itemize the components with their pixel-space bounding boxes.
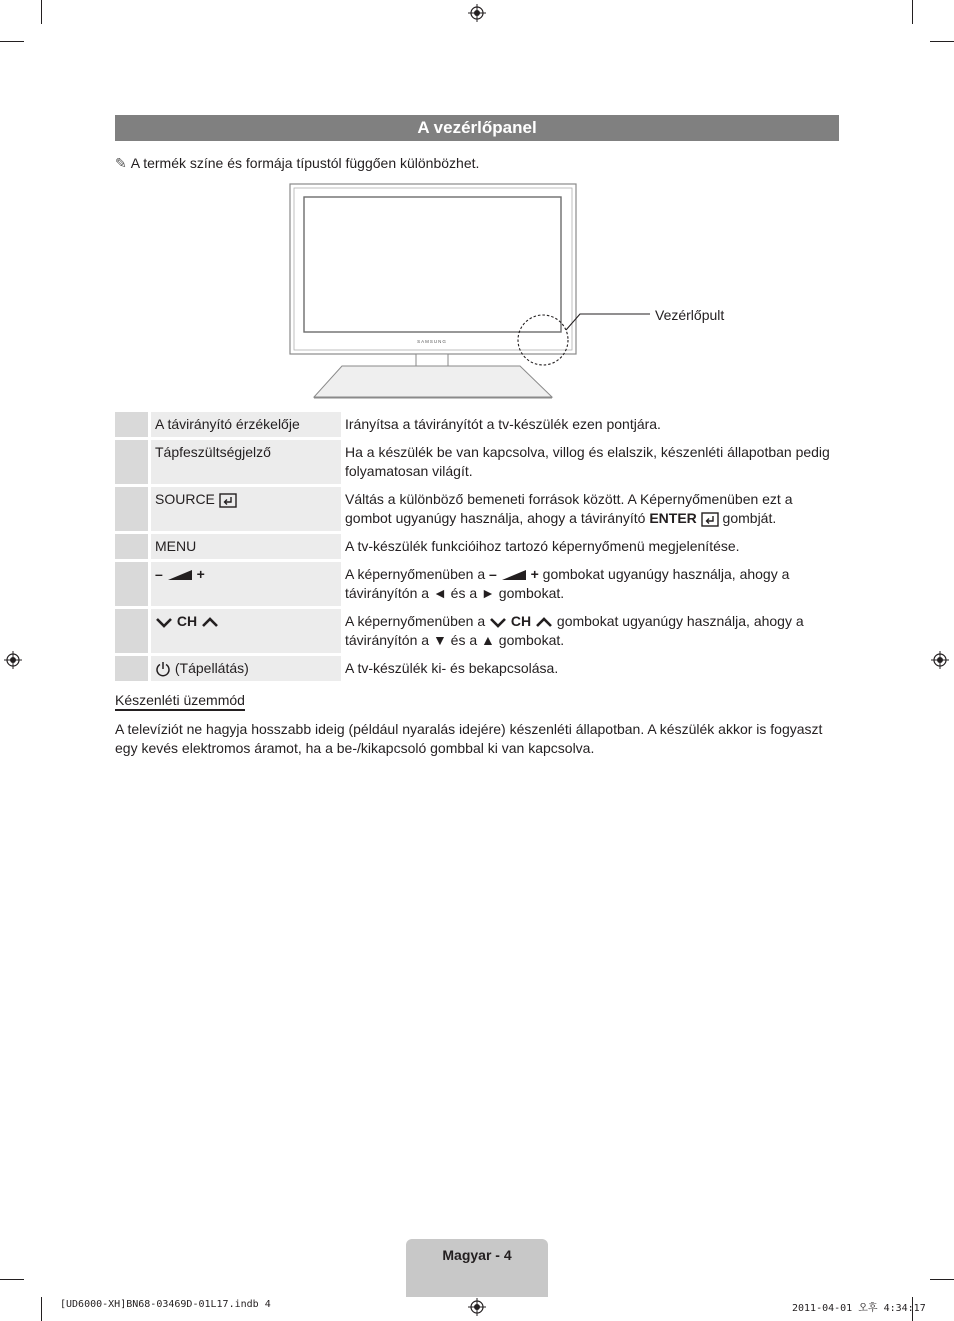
tv-illustration: [280, 180, 740, 402]
chevron-down-icon: [155, 616, 173, 628]
control-desc: A tv-készülék funkcióihoz tartozó képernyőmenü megjelenítése.: [345, 538, 740, 554]
minus-symbol: –: [489, 566, 497, 582]
minus-symbol: –: [155, 566, 163, 582]
registration-mark-icon: [4, 651, 22, 669]
crop-mark: [912, 0, 913, 24]
crop-mark: [930, 1279, 954, 1280]
table-row: [115, 562, 839, 606]
table-row: [115, 487, 839, 531]
registration-mark-icon: [468, 1298, 486, 1316]
row-marker: [115, 656, 148, 681]
source-enter-icon: [219, 493, 237, 508]
tv-brand-logo: SAMSUNG: [417, 339, 447, 344]
crop-mark: [930, 41, 954, 42]
source-label: SOURCE: [155, 491, 215, 507]
channel-label: CH: [510, 613, 532, 629]
control-name: [148, 487, 341, 531]
plus-symbol: +: [530, 566, 539, 582]
control-desc: Irányítsa a távirányítót a tv-készülék ezen pontjára.: [345, 416, 661, 432]
desc-text: gombokat ugyanúgy használja, ahogy a távirányítón a ◄ és a ► gombokat.: [345, 566, 790, 601]
callout-label: Vezérlőpult: [655, 307, 725, 323]
page-number-tab: [406, 1239, 548, 1297]
print-slug-file: [UD6000-XH]BN68-03469D-01L17.indb 4: [60, 1299, 271, 1310]
tv-stand-base: [314, 366, 552, 397]
note: [115, 154, 479, 172]
enter-icon: [701, 512, 719, 527]
page-label: Magyar - 4: [442, 1247, 512, 1263]
power-label: (Tápellátás): [174, 660, 249, 676]
row-marker: [115, 440, 148, 484]
table-row: [115, 412, 839, 437]
standby-heading: Készenléti üzemmód: [115, 692, 245, 711]
control-desc: [341, 562, 839, 606]
desc-text: A képernyőmenüben a: [345, 566, 489, 582]
row-marker: [115, 487, 148, 531]
desc-text: Váltás a különböző bemeneti források között. A Képernyőmenüben ezt a gombot ugyanúgy használja, ahogy a távirányító: [345, 491, 793, 526]
row-marker: [115, 534, 148, 559]
table-row: [115, 656, 839, 681]
crop-mark: [41, 1297, 42, 1321]
control-desc: [341, 487, 839, 531]
section-title: A vezérlőpanel: [115, 115, 839, 141]
desc-text: gombokat ugyanúgy használja, ahogy a távirányítón a ▼ és a ▲ gombokat.: [345, 613, 804, 648]
control-name: MENU: [148, 534, 341, 559]
table-row: [115, 534, 839, 559]
control-desc: Ha a készülék be van kapcsolva, villog és elalszik, készenléti állapotban pedig folyamatosan világít.: [345, 444, 830, 479]
control-desc: [341, 609, 839, 653]
desc-text: A képernyőmenüben a: [345, 613, 489, 629]
volume-icon: [167, 569, 193, 581]
power-icon: [155, 661, 171, 677]
enter-label: ENTER: [649, 510, 697, 526]
control-table: [115, 409, 839, 684]
control-desc: A tv-készülék ki- és bekapcsolása.: [345, 660, 559, 676]
crop-mark: [41, 0, 42, 24]
chevron-up-icon: [201, 616, 219, 628]
plus-symbol: +: [196, 566, 205, 582]
note-text: A termék színe és formája típustól függően különbözhet.: [130, 155, 480, 171]
channel-label: CH: [176, 613, 198, 629]
callout-leader-line: [566, 314, 650, 330]
pencil-note-icon: ✎: [115, 155, 127, 171]
registration-mark-icon: [468, 4, 486, 22]
table-row: [115, 609, 839, 653]
standby-text: A televíziót ne hagyja hosszabb ideig (például nyaralás idejére) készenléti állapotban. A készülék akkor is fogyaszt egy kevés elektromos áramot, ha a be-/kikapcsoló gombbal ki van kapcsolva.: [115, 721, 823, 756]
row-marker: [115, 562, 148, 606]
table-row: [115, 440, 839, 484]
tv-screen: [304, 197, 561, 332]
desc-text: gombját.: [718, 510, 777, 526]
chevron-down-icon: [489, 616, 507, 628]
row-marker: [115, 609, 148, 653]
crop-mark: [0, 41, 24, 42]
crop-mark: [0, 1279, 24, 1280]
control-name: A távirányító érzékelője: [148, 412, 341, 437]
control-name: [148, 562, 341, 606]
control-name: Tápfeszültségjelző: [148, 440, 341, 484]
control-name: [148, 656, 341, 681]
volume-icon: [501, 569, 527, 581]
row-marker: [115, 412, 148, 437]
chevron-up-icon: [535, 616, 553, 628]
print-slug-date: 2011-04-01 오후 4:34:17: [792, 1303, 926, 1314]
control-name: [148, 609, 341, 653]
registration-mark-icon: [931, 651, 949, 669]
